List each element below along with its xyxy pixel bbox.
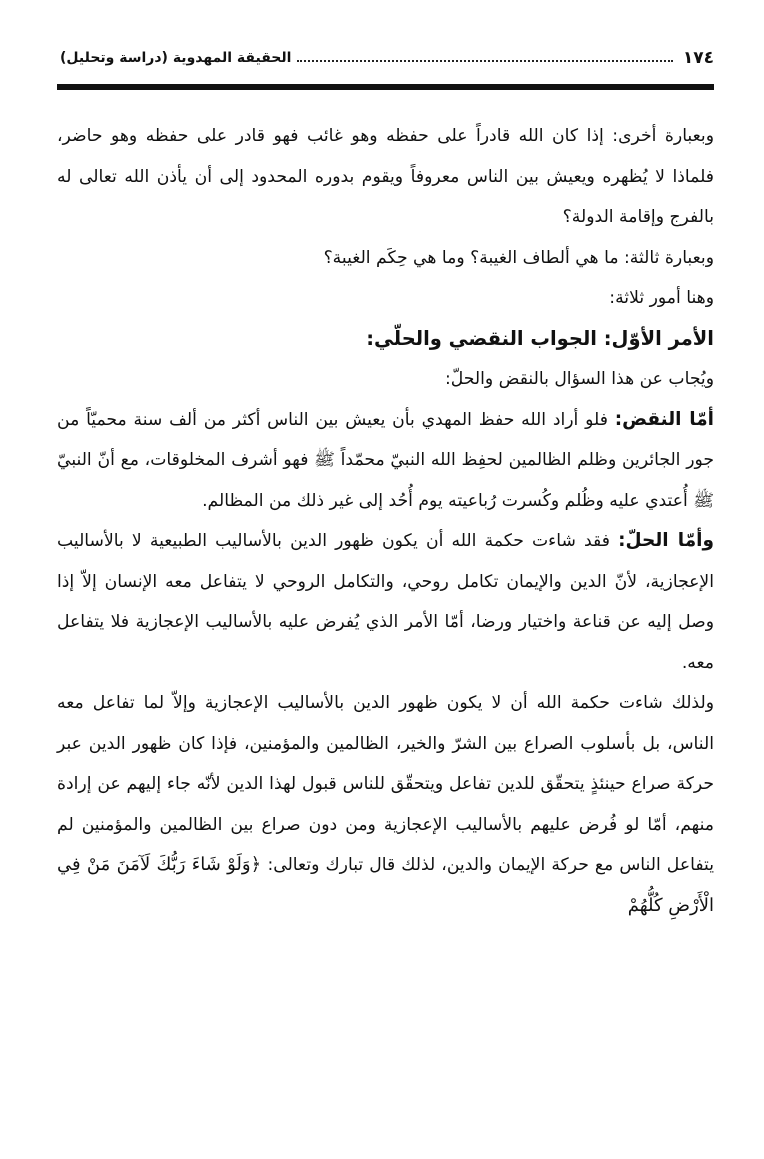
paragraph-text: فقد شاءت حكمة الله أن يكون ظهور الدين بالأساليب الطبيعية لا بالأساليب الإعجازية، لأنّ الدين والإيمان تكامل روحي، والتكامل الروحي لا يتفاعل معه الإنسان إلاّ إذا وصل إليه عن قناعة واختيار ورضا، أمّا الأمر الذي يُفرض عليه بالأساليب الإعجازية فلا يتفاعل معه. <box>57 531 714 673</box>
paragraph-lead: أمّا النقض: <box>614 408 714 430</box>
paragraph-2 <box>57 238 714 279</box>
paragraph-text: ويُجاب عن هذا السؤال بالنقض والحلّ: <box>444 369 714 389</box>
paragraph-hall <box>57 521 714 683</box>
heading-text: الأمر الأوّل: الجواب النقضي والحلّي: <box>366 326 714 350</box>
paragraph-3 <box>57 278 714 319</box>
header-rule <box>57 84 714 90</box>
paragraph-text: وبعبارة ثالثة: ما هي ألطاف الغيبة؟ وما هي حِكَم الغيبة؟ <box>323 247 714 268</box>
quran-quote: ﴿وَلَوْ شَاءَ رَبُّكَ لَآمَنَ مَنْ فِي الْأَرْضِ كُلُّهُمْ <box>57 854 714 916</box>
page-number: ١٧٤ <box>682 48 714 68</box>
paragraph-text: وبعبارة أخرى: إذا كان الله قادراً على حفظه وهو غائب فهو قادر على حفظه وهو حاضر، فلماذا لا يُظهره ويعيش بين الناس معروفاً ويقوم بدوره المحدود إلى أن يأذن الله تعالى له بالفرج وإقامة الدولة؟ <box>57 126 714 227</box>
paragraph-text: وهنا أمور ثلاثة: <box>609 288 714 308</box>
paragraph-text: فلو أراد الله حفظ المهدي بأن يعيش بين الناس أكثر من ألف سنة محميّاً من جور الجائرين وظلم الظالمين لحفِظ الله النبيّ محمّداً ﷺ فهو أشرف المخلوقات، مع أنّ النبيّ ﷺ أُعتدي عليه وظُلم وكُسرت رُباعيته يوم أُحُد إلى غير ذلك من المظالم. <box>57 409 714 511</box>
paragraph-8 <box>57 683 714 926</box>
paragraph-lead: وأمّا الحلّ: <box>618 530 715 551</box>
paragraph-5 <box>57 359 714 400</box>
paragraph-text: ولذلك شاءت حكمة الله أن لا يكون ظهور الدين بالأساليب الإعجازية وإلاّ لما تفاعل معه الناس، بل بأسلوب الصراع بين الشرّ والخير، الظالمين والمؤمنين، فإذا كان ظهور الدين عبر حركة صراع حينئذٍ يتحقّق للدين تفاعل ويتحقّق للناس قبول لهذا الدين لأنّه جاء إليهم عن إرادة منهم، أمّا لو فُرض عليهم بالأساليب الإعجازية ومن دون صراع بين الظالمين والمؤمنين لم يتفاعل الناس مع حركة الإيمان والدين، لذلك قال تبارك وتعالى: <box>57 693 714 875</box>
body-text <box>57 116 714 926</box>
page-header <box>60 44 714 72</box>
paragraph-naqd <box>57 400 714 522</box>
running-title: الحقيقة المهدوية (دراسة وتحليل) <box>60 50 292 66</box>
paragraph-1 <box>57 116 714 238</box>
section-heading <box>57 319 714 360</box>
header-dot-leader <box>297 60 672 62</box>
